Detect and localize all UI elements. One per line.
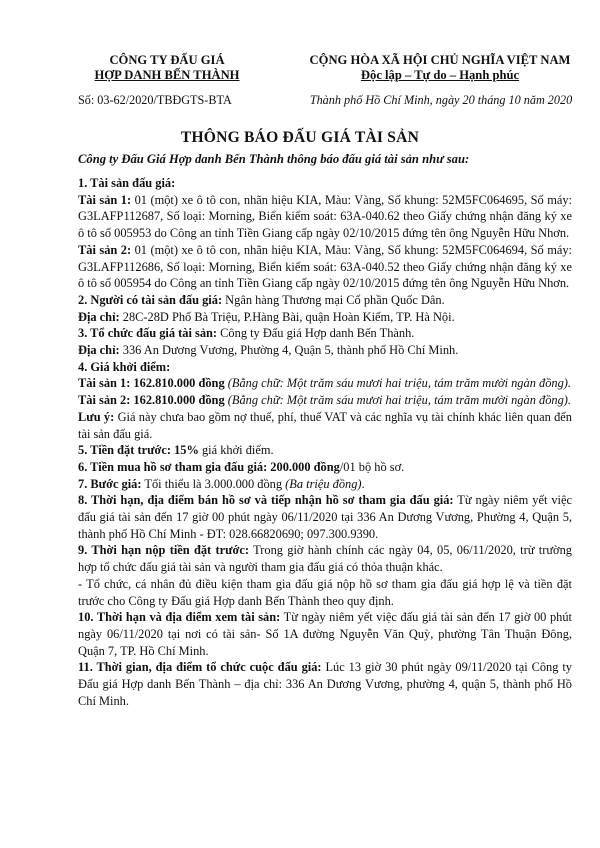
section-3-heading: 3. Tổ chức đấu giá tài sản: (78, 326, 218, 341)
section-3 (78, 325, 572, 342)
asset-2-label: Tài sản 2: (78, 242, 132, 257)
price-1-paragraph (78, 375, 572, 392)
intro-line: Công ty Đấu Giá Hợp danh Bến Thành thông báo đấu giá tài sản như sau: (78, 152, 470, 166)
section-11 (78, 659, 572, 709)
asset-1-paragraph (78, 192, 572, 242)
section-8-text: Từ ngày niêm yết việc đấu giá tài sản đến 17 giờ 00 phút ngày 06/11/2020 tại 336 An Dương Vương, Phường 4, Quận 5, thành phố Hồ Chí Minh - ĐT: 028.66820690; 097.300.9390. (78, 493, 572, 541)
section-6-text: /01 bộ hồ sơ. (339, 459, 405, 474)
section-10-text: Từ ngày niêm yết việc đấu giá tài sản đến 17 giờ 00 phút ngày 06/11/2020 tại nơi có tài sản- Số 1A đường Nguyễn Văn Quỳ, phường Tân Thuận Đông, Quận 7, TP. Hồ Chí Minh. (78, 610, 572, 658)
section-10 (78, 609, 572, 659)
section-2-text: Ngân hàng Thương mại Cổ phần Quốc Dân. (222, 292, 445, 307)
section-1-heading: 1. Tài sản đấu giá: (78, 176, 176, 190)
section-2 (78, 292, 572, 309)
section-2-address-label: Địa chỉ: (78, 309, 120, 324)
price-1-words: (Bằng chữ: Một trăm sáu mươi hai triệu, tám trăm mười ngàn đồng). (224, 376, 572, 391)
asset-2-text: 01 (một) xe ô tô con, nhãn hiệu KIA, Màu: Vàng, Số khung: 52M5FC064694, Số máy: G3LAFP112686, Số loại: Morning, Biển kiểm soát: 63A-040.52 theo Giấy chứng nhận đăng ký xe ô tô số 005954 do Công an tỉnh Tiền Giang cấp ngày 02/10/2015 đứng tên ông Nguyễn Hữu Nhơn. (78, 242, 572, 291)
section-9-text: Trong giờ hành chính các ngày 04, 05, 06/11/2020, trừ trường hợp tổ chức đấu giá tài sản và người tham gia đấu giá có thỏa thuận khác. (78, 543, 572, 575)
section-11-text: Lúc 13 giờ 30 phút ngày 09/11/2020 tại Công ty Đấu giá Hợp danh Bến Thành – địa chỉ: 336 An Dương Vương, phường 4, quận 5, thành phố Hồ Chí Minh. (78, 660, 573, 708)
section-7-end: . (361, 476, 365, 491)
section-6 (78, 459, 572, 476)
price-2-paragraph (78, 392, 572, 409)
section-3-address-text: 336 An Dương Vương, Phường 4, Quận 5, thành phố Hồ Chí Minh. (119, 343, 459, 358)
place-and-date: Thành phố Hồ Chí Minh, ngày 20 tháng 10 năm 2020 (309, 93, 573, 107)
section-10-heading: 10. Thời hạn và địa điểm xem tài sản: (78, 610, 281, 625)
company-header (72, 53, 262, 83)
section-3-text: Công ty Đấu giá Hợp danh Bến Thành. (217, 326, 415, 341)
section-9-heading: 9. Thời hạn nộp tiền đặt trước: (78, 543, 250, 558)
section-9-note: - Tổ chức, cá nhân đủ điều kiện tham gia đấu giá nộp hồ sơ tham gia đấu giá hợp lệ và tiền đặt trước cho Công ty Đấu giá Hợp danh Bến Thành theo quy định. (78, 576, 572, 608)
section-8-heading: 8. Thời hạn, địa điểm bán hồ sơ và tiếp nhận hồ sơ tham gia đấu giá: (78, 493, 454, 508)
section-2-address-text: 28C-28D Phố Bà Triệu, P.Hàng Bài, quận Hoàn Kiếm, TP. Hà Nội. (119, 309, 455, 324)
section-8 (78, 492, 572, 542)
asset-2-paragraph (78, 242, 572, 292)
price-note-label: Lưu ý: (78, 409, 115, 424)
national-header (300, 53, 580, 83)
section-7-heading: 7. Bước giá: (78, 476, 142, 491)
section-3-address-label: Địa chỉ: (78, 343, 120, 358)
price-1-label: Tài sản 1: 162.810.000 đồng (78, 376, 225, 391)
company-name-line1: CÔNG TY ĐẤU GIÁ (109, 53, 225, 67)
section-5-text: giá khởi điểm. (198, 443, 274, 458)
section-2-heading: 2. Người có tài sản đấu giá: (78, 292, 223, 307)
price-note (78, 409, 572, 442)
document-body (78, 175, 572, 710)
section-4-heading: 4. Giá khởi điểm: (78, 359, 171, 374)
asset-1-text: 01 (một) xe ô tô con, nhãn hiệu KIA, Màu: Vàng, Số khung: 52M5FC064695, Số máy: G3LAFP112687, Số loại: Morning, Biển kiểm soát: 63A-040.62 theo Giấy chứng nhận đăng ký xe ô tô số 005953 do Công an tỉnh Tiền Giang cấp ngày 02/10/2015 đứng tên ông Nguyễn Hữu Nhơn. (78, 192, 572, 241)
price-2-words: (Bằng chữ: Một trăm sáu mươi hai triệu, tám trăm mười ngàn đồng). (224, 393, 572, 408)
nation-name: CỘNG HÒA XÃ HỘI CHỦ NGHĨA VIỆT NAM (309, 53, 571, 67)
document-title: THÔNG BÁO ĐẤU GIÁ TÀI SẢN (180, 129, 420, 146)
company-name-line2: HỢP DANH BẾN THÀNH (94, 68, 240, 82)
section-11-heading: 11. Thời gian, địa điểm tổ chức cuộc đấu giá: (78, 660, 322, 675)
section-5-heading: 5. Tiền đặt trước: 15% (78, 443, 199, 458)
section-6-heading: 6. Tiền mua hồ sơ tham gia đấu giá: 200.000 đồng (78, 459, 340, 474)
section-9 (78, 542, 572, 575)
section-7-words: (Ba triệu đồng) (285, 476, 362, 491)
document-number: Số: 03-62/2020/TBĐGTS-BTA (78, 93, 232, 107)
section-7-text: Tối thiểu là 3.000.000 đồng (141, 476, 286, 491)
section-3-address (78, 342, 572, 359)
section-7 (78, 476, 572, 493)
nation-motto: Độc lập – Tự do – Hạnh phúc (360, 68, 520, 82)
asset-1-label: Tài sản 1: (78, 192, 132, 207)
section-2-address (78, 309, 572, 326)
price-note-text: Giá này chưa bao gồm nợ thuế, phí, thuế VAT và các nghĩa vụ tài chính khác liên quan đến tài sản đấu giá. (78, 409, 572, 441)
price-2-label: Tài sản 2: 162.810.000 đồng (78, 393, 225, 408)
section-5 (78, 442, 572, 459)
